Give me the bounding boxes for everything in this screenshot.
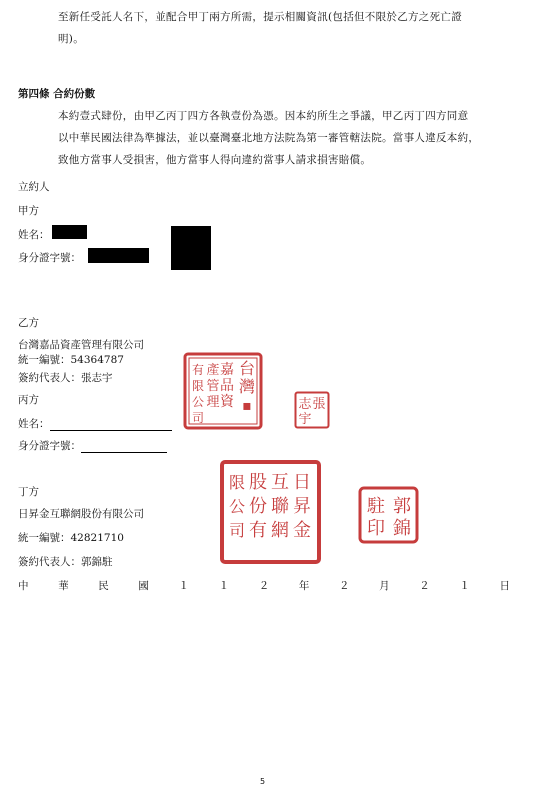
party-d-tax-id: 統一編號：42821710 [18, 532, 124, 544]
date-char: 民 [98, 580, 109, 592]
svg-text:限: 限 [191, 379, 205, 393]
svg-text:有: 有 [249, 520, 267, 541]
party-d-label: 丁方 [18, 486, 39, 498]
party-d-representative: 簽約代表人：郭錦駐 [18, 556, 113, 568]
svg-text:有: 有 [191, 363, 205, 377]
svg-text:資: 資 [220, 394, 234, 410]
svg-text:日: 日 [293, 472, 311, 493]
date-char: 年 [298, 580, 310, 592]
date-char: １ [218, 580, 230, 592]
date-char: 月 [379, 580, 390, 592]
svg-text:司: 司 [191, 411, 205, 425]
party-c-id-label: 身分證字號： [18, 440, 81, 452]
party-a-id-label: 身分證字號： [18, 252, 81, 264]
party-d-company: 日昇金互聯網股份有限公司 [18, 508, 144, 520]
paragraph-line: 以中華民國法律為準據法，並以臺灣臺北地方法院為第一審管轄法院。當事人違反本約， [58, 132, 480, 144]
party-c-label: 丙方 [18, 394, 39, 406]
signatories-header: 立約人 [18, 181, 50, 193]
redacted-signature [171, 226, 211, 270]
date-char: 國 [138, 580, 149, 592]
date-char: 中 [18, 580, 29, 592]
svg-text:限: 限 [228, 473, 246, 492]
continuation-paragraph [58, 6, 518, 50]
svg-text:錦: 錦 [393, 518, 411, 539]
section-heading: 第四條 合約份數 [18, 88, 96, 100]
page-number: 5 [260, 777, 266, 786]
party-b-company: 台灣嘉品資產管理有限公司 [18, 339, 144, 351]
section-body [58, 105, 528, 171]
party-b-representative: 簽約代表人：張志宇 [18, 372, 113, 384]
svg-text:品: 品 [220, 378, 234, 394]
paragraph-line: 致他方當事人受損害，他方當事人得向違約當事人請求損害賠償。 [58, 154, 372, 166]
svg-text:▪: ▪ [242, 398, 252, 414]
party-d-company-seal [220, 460, 321, 564]
svg-text:股: 股 [249, 472, 267, 493]
svg-text:張: 張 [312, 397, 326, 412]
svg-text:印: 印 [367, 518, 385, 539]
date-char: ２ [258, 580, 270, 592]
svg-text:互: 互 [271, 472, 289, 493]
date-char: 日 [499, 580, 510, 592]
paragraph-line: 至新任受託人名下，並配合甲丁兩方所需，提示相關資訊(包括但不限於乙方之死亡證 [58, 11, 462, 23]
party-d-person-seal [358, 486, 419, 544]
date-char: １ [178, 580, 189, 592]
svg-text:灣: 灣 [238, 377, 256, 396]
svg-text:嘉: 嘉 [220, 362, 234, 378]
date-char: １ [459, 580, 470, 592]
svg-text:產: 產 [206, 363, 220, 378]
svg-text:公: 公 [191, 395, 205, 409]
date-char: ２ [339, 580, 350, 592]
svg-text:管: 管 [206, 379, 220, 394]
svg-text:昇: 昇 [293, 496, 311, 517]
party-c-name-label: 姓名： [18, 418, 50, 430]
svg-text:理: 理 [206, 395, 220, 410]
svg-text:志: 志 [298, 397, 312, 412]
party-a-name-label: 姓名： [18, 229, 50, 241]
svg-text:份: 份 [249, 496, 267, 517]
redaction-box [52, 225, 87, 239]
paragraph-line: 明)。 [58, 33, 84, 45]
redaction-box [88, 248, 149, 263]
signature-line [50, 430, 172, 431]
date-char: 華 [58, 580, 69, 592]
svg-text:網: 網 [271, 520, 289, 541]
svg-text:司: 司 [228, 521, 246, 540]
party-b-label: 乙方 [18, 317, 39, 329]
party-b-person-seal [294, 391, 330, 429]
signing-date [18, 578, 510, 593]
party-a-label: 甲方 [18, 205, 39, 217]
svg-text:台: 台 [238, 359, 256, 378]
svg-text:聯: 聯 [271, 496, 289, 517]
party-c-name-row [18, 417, 172, 431]
svg-text:駐: 駐 [367, 496, 385, 517]
svg-text:公: 公 [228, 497, 246, 516]
svg-text:金: 金 [293, 520, 311, 541]
date-char: ２ [419, 580, 430, 592]
party-b-company-seal [183, 352, 263, 430]
party-c-id-row [18, 439, 167, 453]
party-b-tax-id: 統一編號：54364787 [18, 354, 124, 366]
paragraph-line: 本約壹式肆份，由甲乙丙丁四方各執壹份為憑。因本約所生之爭議，甲乙丙丁四方同意 [58, 110, 469, 122]
svg-text:宇: 宇 [298, 412, 312, 427]
svg-text:郭: 郭 [393, 496, 411, 517]
signature-line [81, 452, 167, 453]
